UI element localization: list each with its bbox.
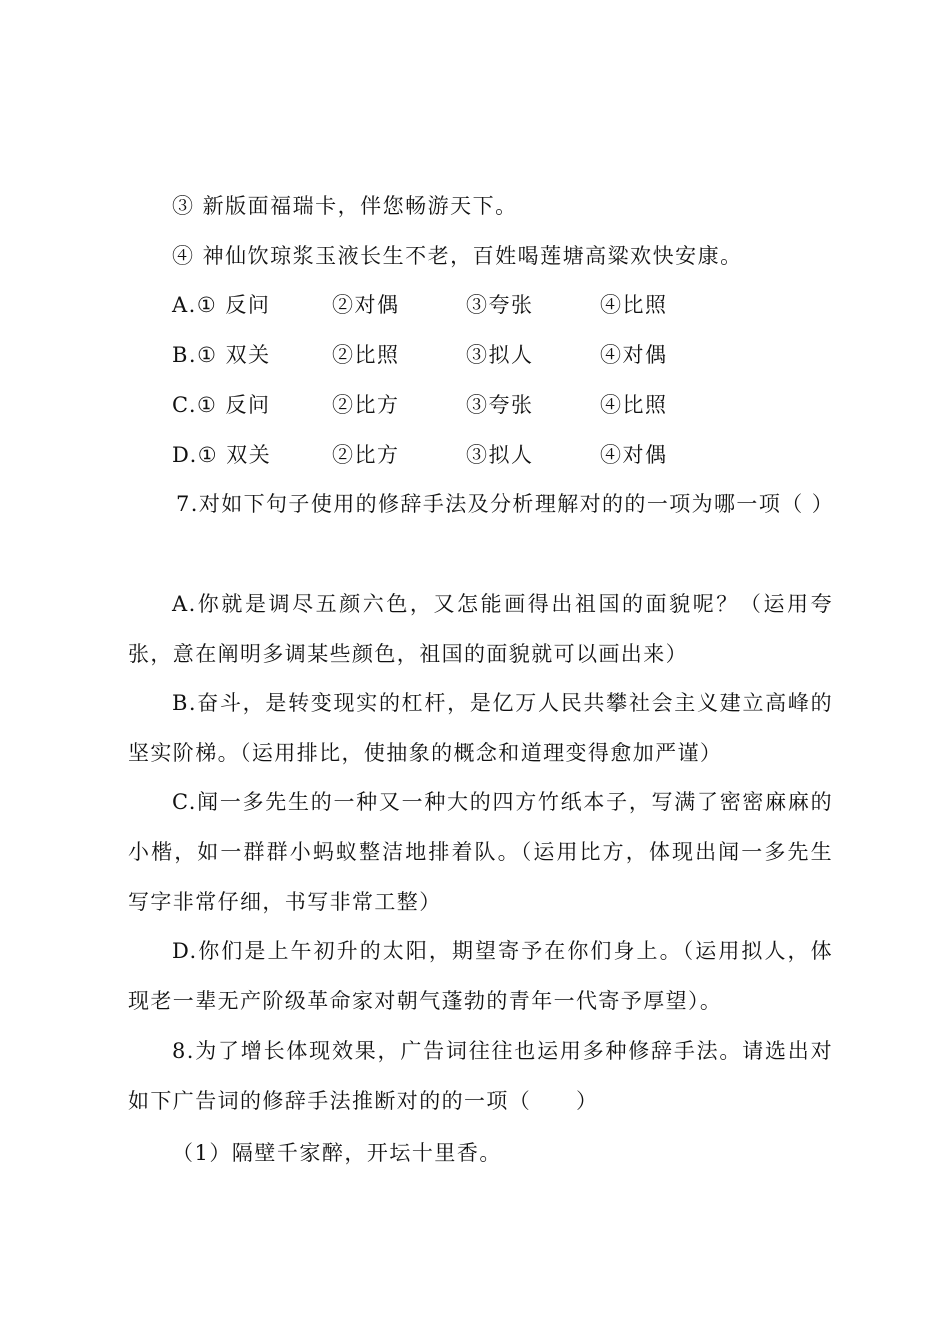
option-item: ②比照 <box>332 343 400 367</box>
q7-option-b: B.奋斗，是转变现实的杠杆，是亿万人民共攀社会主义建立高峰的坚实阶梯。（运用排比，使抽象的概念和道理变得愈加严谨） <box>128 691 833 765</box>
option-item: ②比方 <box>332 443 400 467</box>
option-item: ②比方 <box>332 393 400 417</box>
q7-option-a: A.你就是调尽五颜六色，又怎能画得出祖国的面貌呢？（运用夸张，意在阐明多调某些颜色，祖国的面貌就可以画出来） <box>128 592 833 666</box>
option-item: ③夸张 <box>466 293 534 317</box>
option-item: ④比照 <box>600 293 668 317</box>
option-label: B.① 双关 <box>172 343 271 367</box>
option-item: ④对偶 <box>600 443 668 467</box>
option-item: ④对偶 <box>600 343 668 367</box>
option-item: ③夸张 <box>466 393 534 417</box>
option-item: ③拟人 <box>466 443 534 467</box>
q8-stem: 8.为了增长体现效果，广告词往往也运用多种修辞手法。请选出对如下广告词的修辞手法推断对的的一项（ ） <box>128 1039 833 1113</box>
option-item: ②对偶 <box>332 293 400 317</box>
item-3-line: ③ 新版面福瑞卡，伴您畅游天下。 <box>172 194 518 218</box>
q8-item-1: （1）隔壁千家醉，开坛十里香。 <box>172 1141 502 1165</box>
q7-option-d: D.你们是上午初升的太阳，期望寄予在你们身上。（运用拟人，体现老一辈无产阶级革命家对朝气蓬勃的青年一代寄予厚望）。 <box>128 939 833 1013</box>
option-label: D.① 双关 <box>172 443 272 467</box>
option-item: ④比照 <box>600 393 668 417</box>
option-item: ③拟人 <box>466 343 534 367</box>
q7-stem: 7.对如下句子使用的修辞手法及分析理解对的的一项为哪一项（ ） <box>176 492 835 516</box>
option-label: C.① 反问 <box>172 393 271 417</box>
option-label: A.① 反问 <box>172 293 271 317</box>
q7-option-c: C.闻一多先生的一种又一种大的四方竹纸本子，写满了密密麻麻的小楷，如一群群小蚂蚁整洁地排着队。（运用比方，体现出闻一多先生写字非常仔细，书写非常工整） <box>128 790 833 914</box>
item-4-line: ④ 神仙饮琼浆玉液长生不老，百姓喝莲塘高粱欢快安康。 <box>172 244 743 268</box>
